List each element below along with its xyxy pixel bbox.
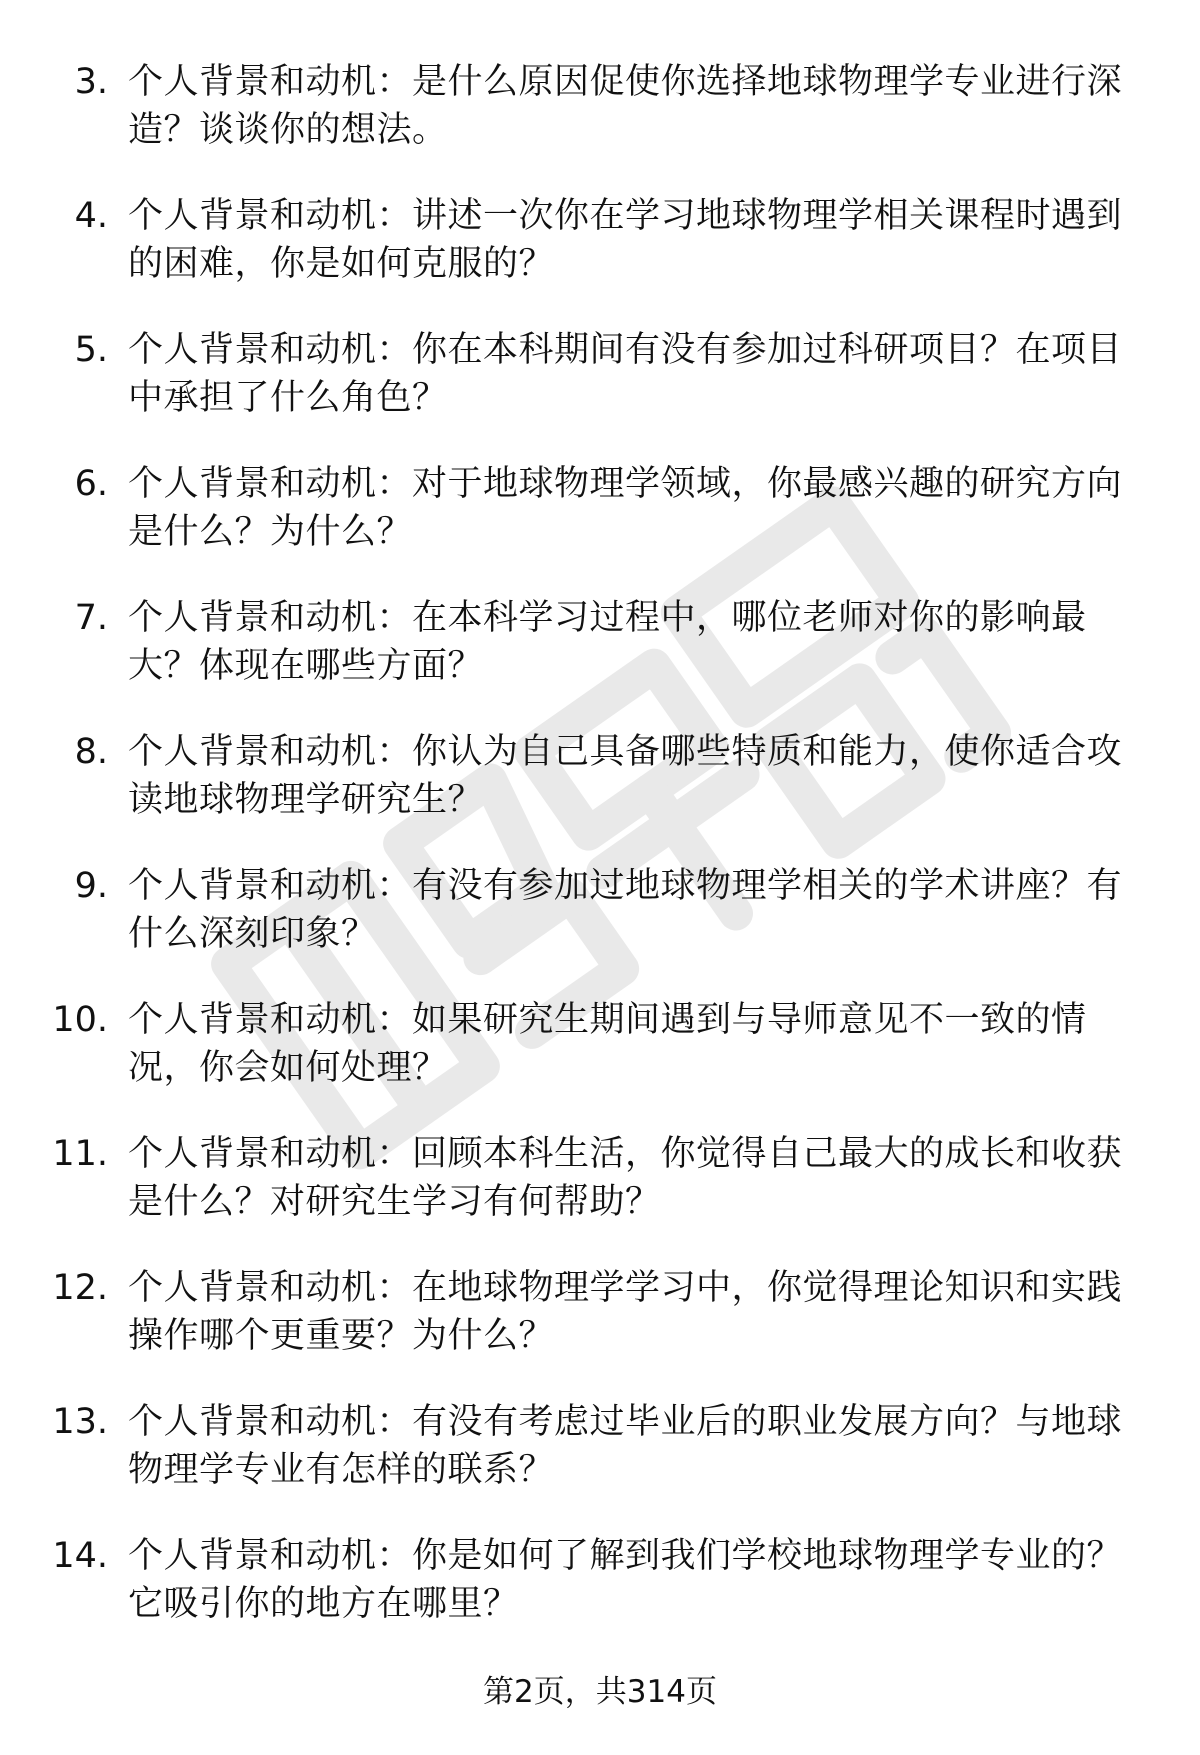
question-number: 13. (52, 1402, 108, 1442)
question-text: 个人背景和动机：回顾本科生活，你觉得自己最大的成长和收获是什么？对研究生学习有何帮助？ (128, 1134, 1123, 1222)
question-text: 个人背景和动机：有没有参加过地球物理学相关的学术讲座？有什么深刻印象？ (128, 866, 1123, 954)
question-text: 个人背景和动机：你认为自己具备哪些特质和能力，使你适合攻读地球物理学研究生？ (128, 732, 1123, 820)
question-item (0, 58, 1200, 192)
question-item (0, 728, 1200, 862)
question-number: 8. (74, 732, 108, 772)
question-number: 4. (74, 196, 108, 236)
question-number: 7. (74, 598, 108, 638)
question-number: 6. (74, 464, 108, 504)
question-text: 个人背景和动机：你在本科期间有没有参加过科研项目？在项目中承担了什么角色？ (128, 330, 1123, 418)
page-footer: 第2页，共314页 (483, 1674, 717, 1710)
question-item (0, 862, 1200, 996)
question-number: 3. (74, 62, 108, 102)
question-number: 12. (52, 1268, 108, 1308)
question-text: 个人背景和动机：你是如何了解到我们学校地球物理学专业的？它吸引你的地方在哪里？ (128, 1536, 1123, 1624)
question-text: 个人背景和动机：如果研究生期间遇到与导师意见不一致的情况，你会如何处理？ (128, 1000, 1087, 1088)
question-number: 14. (52, 1536, 108, 1576)
question-item (0, 192, 1200, 326)
question-item (0, 1264, 1200, 1398)
question-item (0, 1398, 1200, 1532)
question-text: 个人背景和动机：有没有考虑过毕业后的职业发展方向？与地球物理学专业有怎样的联系？ (128, 1402, 1123, 1490)
question-item (0, 460, 1200, 594)
question-text: 个人背景和动机：在本科学习过程中，哪位老师对你的影响最大？体现在哪些方面？ (128, 598, 1087, 686)
question-item (0, 996, 1200, 1130)
question-text: 个人背景和动机：是什么原因促使你选择地球物理学专业进行深造？谈谈你的想法。 (128, 62, 1123, 150)
question-number: 10. (52, 1000, 108, 1040)
question-text: 个人背景和动机：讲述一次你在学习地球物理学相关课程时遇到的困难，你是如何克服的？ (128, 196, 1123, 284)
question-item (0, 594, 1200, 728)
question-item (0, 1130, 1200, 1264)
question-number: 9. (74, 866, 108, 906)
question-item (0, 326, 1200, 460)
question-number: 11. (52, 1134, 108, 1174)
question-item (0, 1532, 1200, 1666)
question-number: 5. (74, 330, 108, 370)
question-text: 个人背景和动机：在地球物理学学习中，你觉得理论知识和实践操作哪个更重要？为什么？ (128, 1268, 1123, 1356)
question-text: 个人背景和动机：对于地球物理学领域，你最感兴趣的研究方向是什么？为什么？ (128, 464, 1123, 552)
question-list (0, 58, 1200, 1666)
